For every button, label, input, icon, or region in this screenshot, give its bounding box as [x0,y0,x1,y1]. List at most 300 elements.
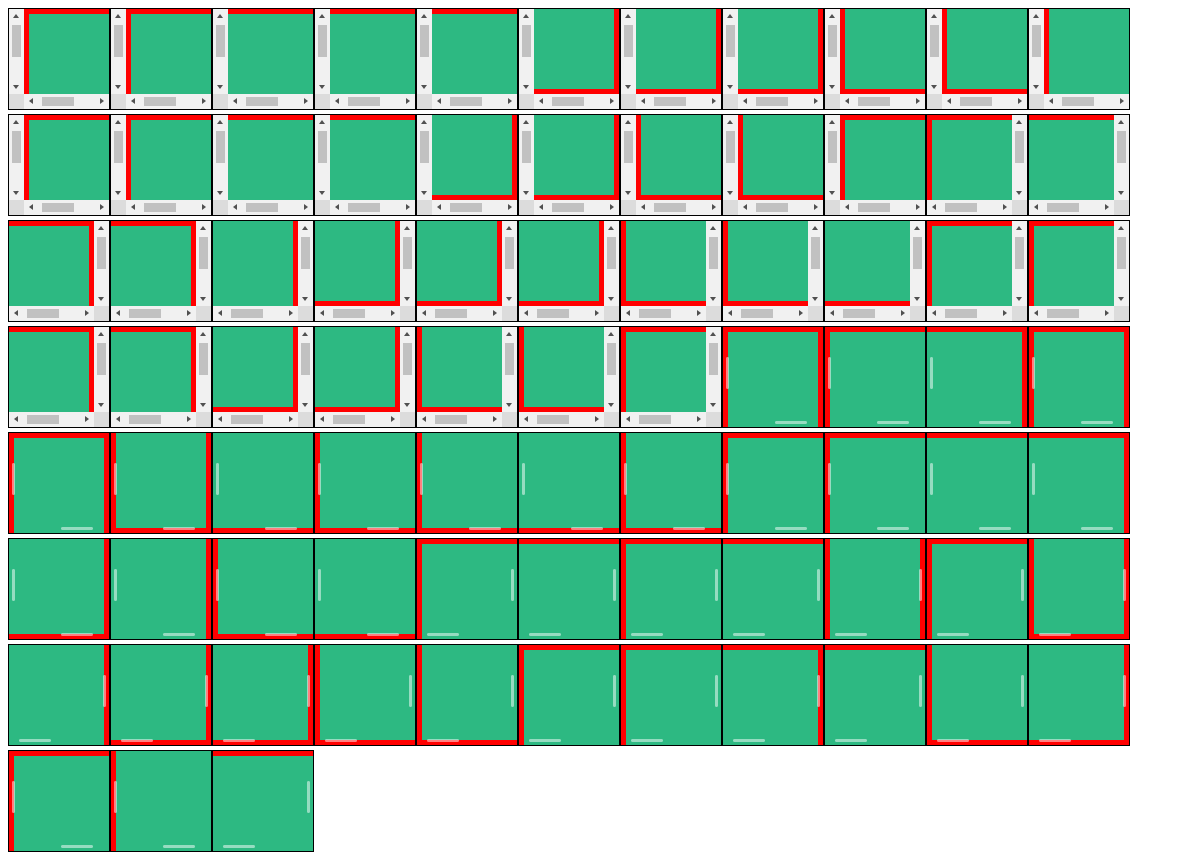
scroll-left-arrow-icon[interactable] [29,204,33,210]
scroll-left-arrow-icon[interactable] [641,98,645,104]
scroll-left-arrow-icon[interactable] [1049,98,1053,104]
scroll-left-arrow-icon[interactable] [1034,310,1038,316]
scroll-down-arrow-icon[interactable] [13,85,19,89]
scroll-viewport[interactable] [621,539,721,639]
scroll-viewport[interactable] [1029,221,1129,321]
scroll-left-arrow-icon[interactable] [539,204,543,210]
vertical-scroll-thumb[interactable] [301,343,310,375]
horizontal-scroll-thumb[interactable] [27,309,59,318]
overlay-horizontal-scroll-thumb[interactable] [733,633,765,636]
overlay-horizontal-scroll-thumb[interactable] [163,633,195,636]
scroll-container[interactable] [8,326,110,428]
overlay-vertical-scroll-thumb[interactable] [1021,675,1024,707]
scroll-left-arrow-icon[interactable] [437,98,441,104]
scroll-container[interactable] [824,114,926,216]
scroll-container[interactable] [1028,538,1130,640]
scroll-right-arrow-icon[interactable] [610,98,614,104]
overlay-horizontal-scroll-thumb[interactable] [223,845,255,848]
scroll-left-arrow-icon[interactable] [14,416,18,422]
overlay-horizontal-scroll-thumb[interactable] [1081,527,1113,530]
horizontal-scroll-thumb[interactable] [552,203,584,212]
scroll-up-arrow-icon[interactable] [1016,120,1022,124]
horizontal-scroll-thumb[interactable] [435,415,467,424]
scroll-viewport[interactable] [111,645,211,745]
horizontal-scroll-thumb[interactable] [333,415,365,424]
scroll-viewport[interactable] [315,539,415,639]
scroll-viewport[interactable] [213,751,313,851]
scroll-down-arrow-icon[interactable] [404,297,410,301]
scroll-container[interactable] [722,538,824,640]
scroll-left-arrow-icon[interactable] [524,416,528,422]
scroll-up-arrow-icon[interactable] [1033,14,1039,18]
vertical-scroll-thumb[interactable] [624,25,633,57]
scroll-container[interactable] [8,538,110,640]
scroll-viewport[interactable] [927,221,1027,321]
vertical-scrollbar[interactable] [604,221,619,306]
horizontal-scrollbar[interactable] [126,94,211,109]
horizontal-scroll-thumb[interactable] [858,203,890,212]
scroll-down-arrow-icon[interactable] [421,85,427,89]
scroll-container[interactable] [620,432,722,534]
scroll-viewport[interactable] [417,221,517,321]
scroll-left-arrow-icon[interactable] [116,416,120,422]
scroll-right-arrow-icon[interactable] [799,310,803,316]
horizontal-scrollbar[interactable] [213,412,298,427]
scroll-viewport[interactable] [1029,115,1129,215]
scroll-container[interactable] [926,8,1028,110]
vertical-scroll-thumb[interactable] [420,25,429,57]
scroll-container[interactable] [926,432,1028,534]
vertical-scroll-thumb[interactable] [199,343,208,375]
horizontal-scroll-thumb[interactable] [639,309,671,318]
overlay-horizontal-scroll-thumb[interactable] [529,739,561,742]
scroll-right-arrow-icon[interactable] [85,310,89,316]
horizontal-scroll-thumb[interactable] [654,203,686,212]
scroll-right-arrow-icon[interactable] [814,204,818,210]
scroll-down-arrow-icon[interactable] [625,85,631,89]
scroll-right-arrow-icon[interactable] [493,310,497,316]
scroll-left-arrow-icon[interactable] [233,98,237,104]
vertical-scrollbar[interactable] [400,221,415,306]
vertical-scrollbar[interactable] [706,327,721,412]
horizontal-scroll-thumb[interactable] [144,97,176,106]
scroll-viewport[interactable] [825,327,925,427]
scroll-down-arrow-icon[interactable] [523,191,529,195]
scroll-down-arrow-icon[interactable] [1118,191,1124,195]
vertical-scroll-thumb[interactable] [607,237,616,269]
scroll-left-arrow-icon[interactable] [845,204,849,210]
vertical-scrollbar[interactable] [502,327,517,412]
scroll-left-arrow-icon[interactable] [131,98,135,104]
vertical-scrollbar[interactable] [1012,115,1027,200]
vertical-scrollbar[interactable] [213,9,228,94]
horizontal-scroll-thumb[interactable] [945,309,977,318]
overlay-horizontal-scroll-thumb[interactable] [427,633,459,636]
scroll-container[interactable] [1028,644,1130,746]
overlay-horizontal-scroll-thumb[interactable] [733,739,765,742]
scroll-right-arrow-icon[interactable] [901,310,905,316]
horizontal-scrollbar[interactable] [1029,200,1114,215]
scroll-container[interactable] [314,644,416,746]
overlay-horizontal-scroll-thumb[interactable] [265,633,297,636]
scroll-right-arrow-icon[interactable] [697,416,701,422]
scroll-viewport[interactable] [417,433,517,533]
vertical-scrollbar[interactable] [621,115,636,200]
vertical-scroll-thumb[interactable] [505,237,514,269]
horizontal-scroll-thumb[interactable] [27,415,59,424]
scroll-viewport[interactable] [519,539,619,639]
overlay-vertical-scroll-thumb[interactable] [1032,357,1035,389]
scroll-up-arrow-icon[interactable] [506,332,512,336]
overlay-horizontal-scroll-thumb[interactable] [265,527,297,530]
scroll-viewport[interactable] [927,433,1027,533]
vertical-scroll-thumb[interactable] [930,25,939,57]
vertical-scroll-thumb[interactable] [216,131,225,163]
scroll-viewport[interactable] [825,221,925,321]
vertical-scrollbar[interactable] [94,221,109,306]
scroll-left-arrow-icon[interactable] [1034,204,1038,210]
vertical-scrollbar[interactable] [417,115,432,200]
overlay-horizontal-scroll-thumb[interactable] [367,527,399,530]
vertical-scrollbar[interactable] [502,221,517,306]
horizontal-scrollbar[interactable] [621,412,706,427]
scroll-right-arrow-icon[interactable] [595,310,599,316]
scroll-container[interactable] [8,114,110,216]
scroll-viewport[interactable] [9,327,109,427]
horizontal-scrollbar[interactable] [111,412,196,427]
horizontal-scrollbar[interactable] [1029,306,1114,321]
scroll-viewport[interactable] [213,433,313,533]
overlay-horizontal-scroll-thumb[interactable] [937,633,969,636]
horizontal-scroll-thumb[interactable] [1047,203,1079,212]
horizontal-scrollbar[interactable] [942,94,1027,109]
scroll-viewport[interactable] [825,645,925,745]
scroll-down-arrow-icon[interactable] [217,85,223,89]
scroll-container[interactable] [1028,432,1130,534]
scroll-container[interactable] [926,644,1028,746]
scroll-container[interactable] [110,750,212,852]
horizontal-scrollbar[interactable] [330,200,415,215]
scroll-down-arrow-icon[interactable] [200,403,206,407]
vertical-scrollbar[interactable] [213,115,228,200]
scroll-down-arrow-icon[interactable] [1016,191,1022,195]
scroll-down-arrow-icon[interactable] [931,85,937,89]
scroll-left-arrow-icon[interactable] [437,204,441,210]
scroll-up-arrow-icon[interactable] [200,226,206,230]
scroll-up-arrow-icon[interactable] [98,226,104,230]
overlay-horizontal-scroll-thumb[interactable] [529,633,561,636]
scroll-container[interactable] [620,644,722,746]
overlay-vertical-scroll-thumb[interactable] [409,675,412,707]
scroll-right-arrow-icon[interactable] [187,416,191,422]
scroll-container[interactable] [926,326,1028,428]
scroll-down-arrow-icon[interactable] [217,191,223,195]
scroll-up-arrow-icon[interactable] [506,226,512,230]
overlay-horizontal-scroll-thumb[interactable] [19,739,51,742]
scroll-viewport[interactable] [315,221,415,321]
scroll-right-arrow-icon[interactable] [1120,98,1124,104]
vertical-scrollbar[interactable] [1012,221,1027,306]
vertical-scrollbar[interactable] [298,327,313,412]
scroll-container[interactable] [1028,8,1130,110]
overlay-vertical-scroll-thumb[interactable] [726,357,729,389]
vertical-scroll-thumb[interactable] [709,237,718,269]
overlay-vertical-scroll-thumb[interactable] [1021,569,1024,601]
scroll-viewport[interactable] [1029,327,1129,427]
vertical-scroll-thumb[interactable] [828,25,837,57]
horizontal-scrollbar[interactable] [9,412,94,427]
scroll-viewport[interactable] [111,9,211,109]
horizontal-scrollbar[interactable] [228,94,313,109]
overlay-horizontal-scroll-thumb[interactable] [61,527,93,530]
horizontal-scroll-thumb[interactable] [654,97,686,106]
horizontal-scrollbar[interactable] [417,412,502,427]
vertical-scrollbar[interactable] [400,327,415,412]
horizontal-scrollbar[interactable] [534,94,619,109]
scroll-container[interactable] [314,326,416,428]
horizontal-scrollbar[interactable] [825,306,910,321]
overlay-horizontal-scroll-thumb[interactable] [835,633,867,636]
vertical-scrollbar[interactable] [9,115,24,200]
scroll-viewport[interactable] [1029,9,1129,109]
scroll-up-arrow-icon[interactable] [608,332,614,336]
scroll-viewport[interactable] [315,327,415,427]
horizontal-scroll-thumb[interactable] [450,97,482,106]
scroll-up-arrow-icon[interactable] [625,14,631,18]
overlay-horizontal-scroll-thumb[interactable] [979,527,1011,530]
vertical-scroll-thumb[interactable] [624,131,633,163]
overlay-vertical-scroll-thumb[interactable] [1123,675,1126,707]
scroll-container[interactable] [8,220,110,322]
scroll-right-arrow-icon[interactable] [100,98,104,104]
scroll-right-arrow-icon[interactable] [85,416,89,422]
horizontal-scrollbar[interactable] [228,200,313,215]
scroll-left-arrow-icon[interactable] [218,310,222,316]
scroll-left-arrow-icon[interactable] [743,98,747,104]
scroll-right-arrow-icon[interactable] [712,98,716,104]
overlay-horizontal-scroll-thumb[interactable] [223,739,255,742]
horizontal-scroll-thumb[interactable] [537,309,569,318]
scroll-down-arrow-icon[interactable] [710,403,716,407]
overlay-vertical-scroll-thumb[interactable] [114,463,117,495]
scroll-container[interactable] [212,114,314,216]
scroll-up-arrow-icon[interactable] [727,14,733,18]
scroll-up-arrow-icon[interactable] [710,226,716,230]
overlay-vertical-scroll-thumb[interactable] [318,569,321,601]
scroll-right-arrow-icon[interactable] [595,416,599,422]
overlay-vertical-scroll-thumb[interactable] [103,675,106,707]
scroll-down-arrow-icon[interactable] [404,403,410,407]
scroll-viewport[interactable] [927,9,1027,109]
overlay-vertical-scroll-thumb[interactable] [930,357,933,389]
scroll-viewport[interactable] [9,221,109,321]
vertical-scrollbar[interactable] [315,115,330,200]
scroll-up-arrow-icon[interactable] [217,120,223,124]
scroll-up-arrow-icon[interactable] [1118,226,1124,230]
overlay-vertical-scroll-thumb[interactable] [624,463,627,495]
vertical-scroll-thumb[interactable] [97,343,106,375]
scroll-container[interactable] [314,220,416,322]
scroll-container[interactable] [722,220,824,322]
horizontal-scroll-thumb[interactable] [1062,97,1094,106]
scroll-container[interactable] [8,644,110,746]
scroll-container[interactable] [824,644,926,746]
horizontal-scroll-thumb[interactable] [144,203,176,212]
scroll-container[interactable] [620,326,722,428]
overlay-vertical-scroll-thumb[interactable] [12,781,15,813]
scroll-down-arrow-icon[interactable] [727,191,733,195]
scroll-down-arrow-icon[interactable] [1016,297,1022,301]
horizontal-scrollbar[interactable] [519,306,604,321]
scroll-viewport[interactable] [825,539,925,639]
scroll-container[interactable] [110,114,212,216]
scroll-container[interactable] [212,750,314,852]
scroll-viewport[interactable] [111,751,211,851]
scroll-viewport[interactable] [315,9,415,109]
horizontal-scrollbar[interactable] [723,306,808,321]
vertical-scroll-thumb[interactable] [522,25,531,57]
scroll-container[interactable] [416,538,518,640]
scroll-up-arrow-icon[interactable] [727,120,733,124]
scroll-container[interactable] [926,220,1028,322]
scroll-viewport[interactable] [111,539,211,639]
horizontal-scroll-thumb[interactable] [945,203,977,212]
scroll-viewport[interactable] [621,327,721,427]
scroll-viewport[interactable] [9,751,109,851]
vertical-scroll-thumb[interactable] [1117,131,1126,163]
scroll-down-arrow-icon[interactable] [302,297,308,301]
scroll-down-arrow-icon[interactable] [829,85,835,89]
vertical-scroll-thumb[interactable] [12,25,21,57]
overlay-horizontal-scroll-thumb[interactable] [61,633,93,636]
vertical-scroll-thumb[interactable] [522,131,531,163]
scroll-viewport[interactable] [213,9,313,109]
vertical-scrollbar[interactable] [825,9,840,94]
scroll-container[interactable] [314,114,416,216]
scroll-up-arrow-icon[interactable] [217,14,223,18]
scroll-left-arrow-icon[interactable] [422,310,426,316]
scroll-down-arrow-icon[interactable] [302,403,308,407]
scroll-container[interactable] [212,644,314,746]
scroll-container[interactable] [824,326,926,428]
scroll-container[interactable] [518,538,620,640]
horizontal-scroll-thumb[interactable] [246,97,278,106]
scroll-viewport[interactable] [723,645,823,745]
scroll-right-arrow-icon[interactable] [187,310,191,316]
vertical-scroll-thumb[interactable] [403,343,412,375]
horizontal-scrollbar[interactable] [621,306,706,321]
scroll-left-arrow-icon[interactable] [233,204,237,210]
horizontal-scrollbar[interactable] [1044,94,1129,109]
vertical-scroll-thumb[interactable] [1015,237,1024,269]
overlay-vertical-scroll-thumb[interactable] [919,569,922,601]
scroll-container[interactable] [1028,220,1130,322]
scroll-left-arrow-icon[interactable] [626,310,630,316]
scroll-container[interactable] [518,326,620,428]
scroll-right-arrow-icon[interactable] [202,98,206,104]
scroll-container[interactable] [416,8,518,110]
scroll-container[interactable] [518,644,620,746]
scroll-down-arrow-icon[interactable] [98,297,104,301]
vertical-scrollbar[interactable] [298,221,313,306]
overlay-vertical-scroll-thumb[interactable] [12,569,15,601]
scroll-container[interactable] [212,8,314,110]
horizontal-scrollbar[interactable] [636,200,721,215]
overlay-vertical-scroll-thumb[interactable] [511,675,514,707]
scroll-right-arrow-icon[interactable] [391,416,395,422]
overlay-vertical-scroll-thumb[interactable] [613,569,616,601]
scroll-up-arrow-icon[interactable] [404,226,410,230]
scroll-up-arrow-icon[interactable] [200,332,206,336]
scroll-viewport[interactable] [1029,433,1129,533]
vertical-scrollbar[interactable] [94,327,109,412]
horizontal-scrollbar[interactable] [315,412,400,427]
scroll-viewport[interactable] [723,539,823,639]
horizontal-scroll-thumb[interactable] [450,203,482,212]
overlay-horizontal-scroll-thumb[interactable] [367,633,399,636]
scroll-left-arrow-icon[interactable] [524,310,528,316]
scroll-up-arrow-icon[interactable] [914,226,920,230]
scroll-left-arrow-icon[interactable] [320,416,324,422]
horizontal-scrollbar[interactable] [330,94,415,109]
scroll-right-arrow-icon[interactable] [916,204,920,210]
scroll-viewport[interactable] [111,221,211,321]
vertical-scrollbar[interactable] [1114,221,1129,306]
scroll-viewport[interactable] [213,539,313,639]
vertical-scroll-thumb[interactable] [403,237,412,269]
horizontal-scrollbar[interactable] [24,94,109,109]
vertical-scrollbar[interactable] [196,221,211,306]
scroll-viewport[interactable] [213,221,313,321]
scroll-container[interactable] [110,644,212,746]
scroll-container[interactable] [416,326,518,428]
vertical-scroll-thumb[interactable] [607,343,616,375]
vertical-scroll-thumb[interactable] [216,25,225,57]
scroll-viewport[interactable] [723,327,823,427]
scroll-right-arrow-icon[interactable] [100,204,104,210]
horizontal-scrollbar[interactable] [111,306,196,321]
horizontal-scroll-thumb[interactable] [231,415,263,424]
scroll-up-arrow-icon[interactable] [115,120,121,124]
scroll-up-arrow-icon[interactable] [421,120,427,124]
vertical-scrollbar[interactable] [1114,115,1129,200]
scroll-container[interactable] [416,220,518,322]
scroll-viewport[interactable] [519,327,619,427]
scroll-container[interactable] [620,220,722,322]
scroll-down-arrow-icon[interactable] [829,191,835,195]
overlay-horizontal-scroll-thumb[interactable] [325,739,357,742]
scroll-up-arrow-icon[interactable] [829,14,835,18]
horizontal-scroll-thumb[interactable] [960,97,992,106]
scroll-viewport[interactable] [417,327,517,427]
scroll-container[interactable] [110,8,212,110]
scroll-viewport[interactable] [1029,645,1129,745]
overlay-horizontal-scroll-thumb[interactable] [163,845,195,848]
vertical-scrollbar[interactable] [196,327,211,412]
scroll-up-arrow-icon[interactable] [812,226,818,230]
overlay-horizontal-scroll-thumb[interactable] [673,527,705,530]
scroll-container[interactable] [314,538,416,640]
scroll-container[interactable] [1028,326,1130,428]
overlay-vertical-scroll-thumb[interactable] [205,675,208,707]
scroll-viewport[interactable] [621,221,721,321]
scroll-viewport[interactable] [519,433,619,533]
overlay-horizontal-scroll-thumb[interactable] [121,739,153,742]
overlay-vertical-scroll-thumb[interactable] [420,463,423,495]
scroll-container[interactable] [722,432,824,534]
horizontal-scroll-thumb[interactable] [639,415,671,424]
scroll-viewport[interactable] [111,115,211,215]
